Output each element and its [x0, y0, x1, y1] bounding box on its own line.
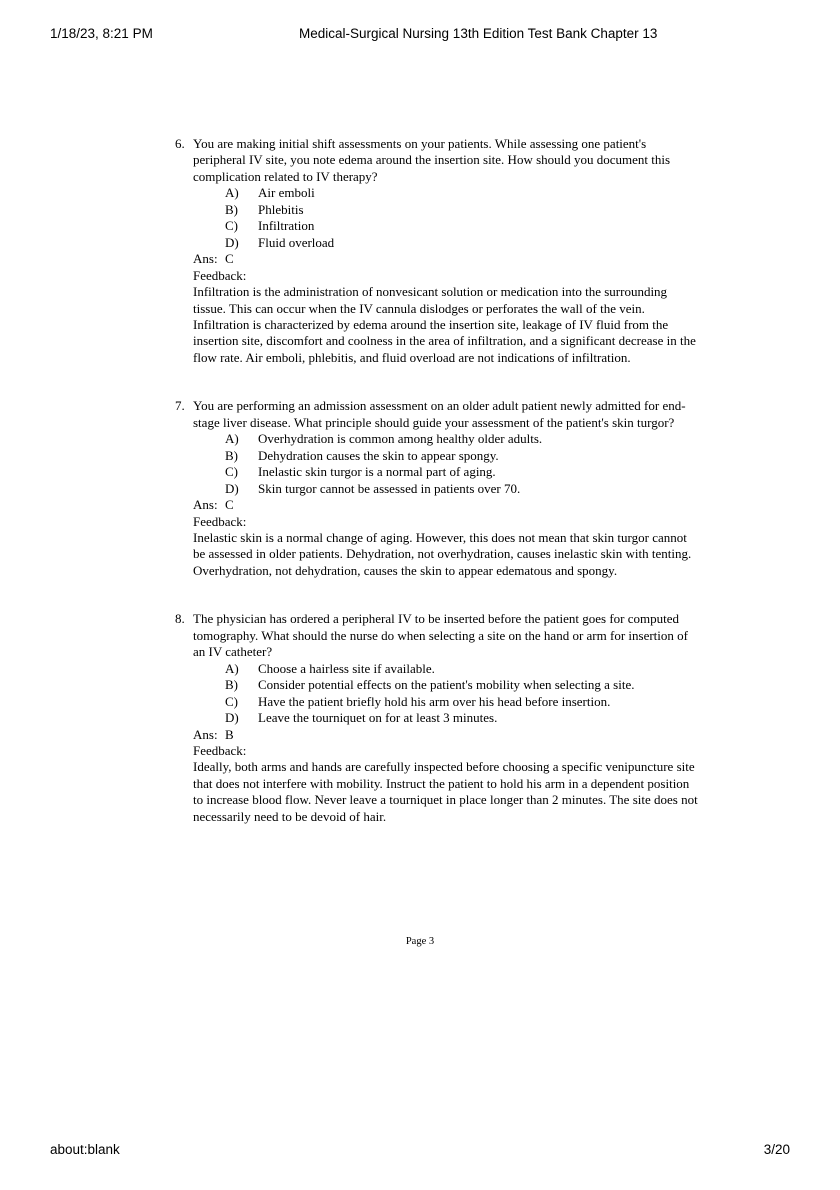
answer-line: [193, 727, 699, 743]
feedback-text: Ideally, both arms and hands are carefully inspected before choosing a specific venipuncture site that does not interfere with mobility. Instruct the patient to hold his arm in a dependent position to increase blood flow. Never leave a tourniquet in place longer than 2 minutes. The site does not necessarily need to be devoid of hair.: [193, 759, 698, 824]
options-list: [193, 185, 699, 251]
option-row: [225, 464, 699, 480]
feedback-label: Feedback:: [193, 513, 247, 529]
header-datetime: 1/18/23, 8:21 PM: [50, 26, 153, 41]
option-text: Have the patient briefly hold his arm over his head before insertion.: [258, 693, 611, 709]
question-text: You are making initial shift assessments on your patients. While assessing one patient's peripheral IV site, you note edema around the insertion site. How should you document this complication related to IV therapy?: [193, 136, 671, 184]
feedback-label: Feedback:: [193, 267, 247, 283]
option-letter: B): [225, 447, 238, 463]
option-text: Infiltration: [258, 218, 315, 234]
option-row: [225, 694, 699, 710]
question-item: [175, 136, 699, 366]
answer-label: Ans:: [193, 497, 218, 513]
option-letter: D): [225, 234, 239, 250]
option-row: [225, 448, 699, 464]
question-body: [193, 611, 699, 825]
option-text: Choose a hairless site if available.: [258, 660, 435, 676]
option-letter: C): [225, 218, 238, 234]
question-text: You are performing an admission assessment on an older adult patient newly admitted for end-stage liver disease. What principle should guide your assessment of the patient's skin turgor?: [193, 398, 686, 430]
option-row: [225, 185, 699, 201]
option-text: Air emboli: [258, 185, 315, 201]
option-text: Dehydration causes the skin to appear spongy.: [258, 447, 499, 463]
option-row: [225, 431, 699, 447]
option-letter: D): [225, 480, 239, 496]
option-letter: C): [225, 693, 238, 709]
feedback-text: Inelastic skin is a normal change of aging. However, this does not mean that skin turgor cannot be assessed in older patients. Dehydration, not overhydration, causes inelastic skin with tenting. Overhydration, not dehydration, causes the skin to appear edematous and spongy.: [193, 529, 692, 578]
answer-line: [193, 497, 699, 513]
option-text: Phlebitis: [258, 201, 304, 217]
question-body: [193, 136, 699, 366]
question-text: The physician has ordered a peripheral IV to be inserted before the patient goes for computed tomography. What should the nurse do when selecting a site on the hand or arm for insertion of an IV catheter?: [193, 611, 688, 660]
header-title: Medical-Surgical Nursing 13th Edition Test Bank Chapter 13: [299, 26, 658, 41]
footer-url: about:blank: [50, 1142, 120, 1157]
feedback-label: Feedback:: [193, 742, 247, 758]
option-text: Consider potential effects on the patient's mobility when selecting a site.: [258, 677, 635, 693]
print-header: [50, 26, 790, 44]
answer-label: Ans:: [193, 726, 218, 742]
option-text: Leave the tourniquet on for at least 3 minutes.: [258, 710, 498, 726]
option-row: [225, 218, 699, 234]
option-letter: B): [225, 201, 238, 217]
option-text: Inelastic skin turgor is a normal part of aging.: [258, 464, 496, 480]
question-number: 6.: [175, 136, 185, 151]
option-row: [225, 235, 699, 251]
option-text: Fluid overload: [258, 234, 335, 250]
answer-value: C: [225, 497, 234, 513]
footer-page-count: 3/20: [763, 1142, 790, 1157]
answer-label: Ans:: [193, 251, 218, 267]
option-row: [225, 677, 699, 693]
option-row: [225, 661, 699, 677]
question-number: 8.: [175, 611, 185, 627]
option-letter: C): [225, 464, 238, 480]
option-text: Skin turgor cannot be assessed in patients over 70.: [258, 480, 521, 496]
question-item: [175, 611, 699, 825]
option-text: Overhydration is common among healthy older adults.: [258, 431, 543, 447]
option-row: [225, 710, 699, 726]
question-item: [175, 398, 699, 579]
page-number-label: Page 3: [405, 936, 435, 947]
question-body: [193, 398, 699, 579]
option-letter: A): [225, 185, 239, 201]
option-letter: A): [225, 431, 239, 447]
option-letter: B): [225, 677, 238, 693]
questions-list: [175, 136, 699, 857]
answer-line: [193, 251, 699, 267]
option-letter: A): [225, 660, 239, 676]
options-list: [193, 661, 699, 727]
options-list: [193, 431, 699, 497]
option-letter: D): [225, 710, 239, 726]
answer-value: B: [225, 726, 234, 742]
option-row: [225, 481, 699, 497]
option-row: [225, 202, 699, 218]
answer-value: C: [225, 251, 234, 267]
print-footer: [50, 1142, 790, 1160]
question-number: 7.: [175, 398, 185, 414]
feedback-text: Infiltration is the administration of nonvesicant solution or medication into the surrounding tissue. This can occur when the IV cannula dislodges or perforates the wall of the vein. Infiltration is characterized by edema around the insertion site, leakage of IV fluid from the insertion site, discomfort and coolness in the area of infiltration, and a significant decrease in the flow rate. Air emboli, phlebitis, and fluid overload are not indications of infiltration.: [193, 284, 696, 365]
